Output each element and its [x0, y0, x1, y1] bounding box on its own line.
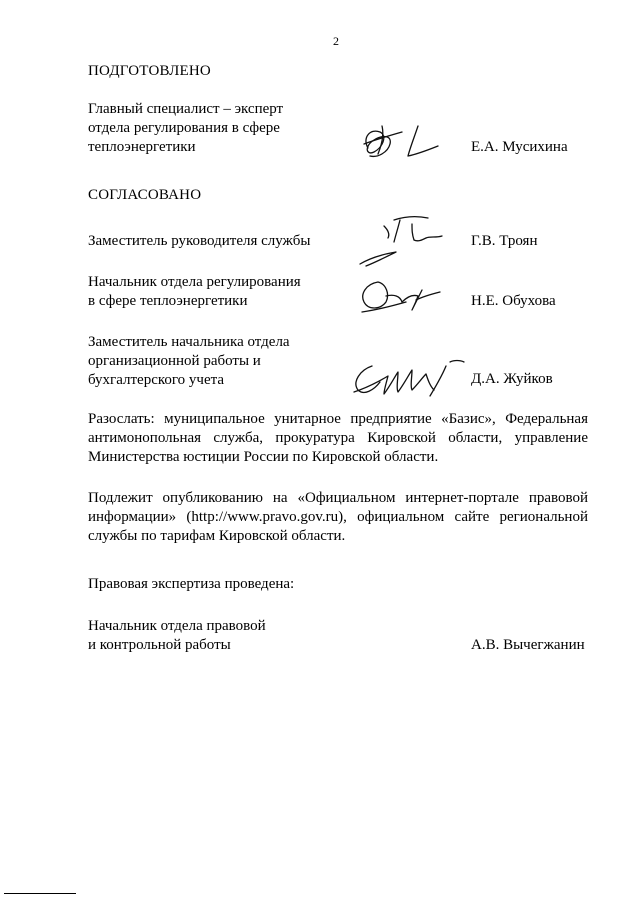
signer-position-obukhova	[88, 273, 301, 311]
signature-musikhina	[360, 118, 450, 168]
legal-review-position	[88, 617, 266, 655]
signer-name-vychegzhanin: А.В. Вычегжанин	[471, 637, 585, 653]
distribution-paragraph	[88, 410, 588, 467]
position-line: Заместитель руководителя службы	[88, 233, 311, 249]
signature-zhuykov	[350, 356, 470, 400]
footer-divider	[4, 893, 76, 894]
legal-review-statement: Правовая экспертиза проведена:	[88, 576, 295, 592]
position-line: отдела регулирования в сфере	[88, 120, 280, 136]
paragraph-line: антимонопольная служба, прокуратура Кировской области, управление	[88, 430, 588, 446]
signer-position-troyan	[88, 232, 310, 251]
publication-paragraph	[88, 489, 588, 546]
paragraph-line: Разослать: муниципальное унитарное предприятие «Базис», Федеральная	[88, 411, 588, 427]
position-line: Заместитель начальника отдела	[88, 334, 290, 350]
page-number: 2	[333, 34, 339, 48]
signer-position-zhuykov	[88, 333, 290, 390]
paragraph-line: Министерства юстиции России по Кировской области.	[88, 449, 439, 465]
paragraph-line: информации» (http://www.pravo.gov.ru), официальном сайте региональной	[88, 509, 588, 525]
prepared-position	[88, 100, 283, 157]
position-line: теплоэнергетики	[88, 139, 196, 155]
position-line: Начальник отдела правовой	[88, 618, 266, 634]
position-line: и контрольной работы	[88, 637, 231, 653]
signature-obukhova	[356, 272, 446, 318]
agreed-heading: СОГЛАСОВАНО	[88, 187, 202, 203]
position-line: бухгалтерского учета	[88, 372, 225, 388]
signer-name-musikhina: Е.А. Мусихина	[471, 139, 568, 155]
signer-name-obukhova: Н.Е. Обухова	[471, 293, 556, 309]
signer-name-troyan: Г.В. Троян	[471, 233, 538, 249]
position-line: Начальник отдела регулирования	[88, 274, 301, 290]
signature-troyan	[356, 212, 456, 268]
position-line: в сфере теплоэнергетики	[88, 293, 248, 309]
prepared-heading: ПОДГОТОВЛЕНО	[88, 63, 211, 79]
paragraph-line: Подлежит опубликованию на «Официальном интернет-портале правовой	[88, 490, 588, 506]
signer-name-zhuykov: Д.А. Жуйков	[471, 371, 553, 387]
position-line: организационной работы и	[88, 353, 261, 369]
position-line: Главный специалист – эксперт	[88, 101, 284, 117]
paragraph-line: службы по тарифам Кировской области.	[88, 528, 346, 544]
